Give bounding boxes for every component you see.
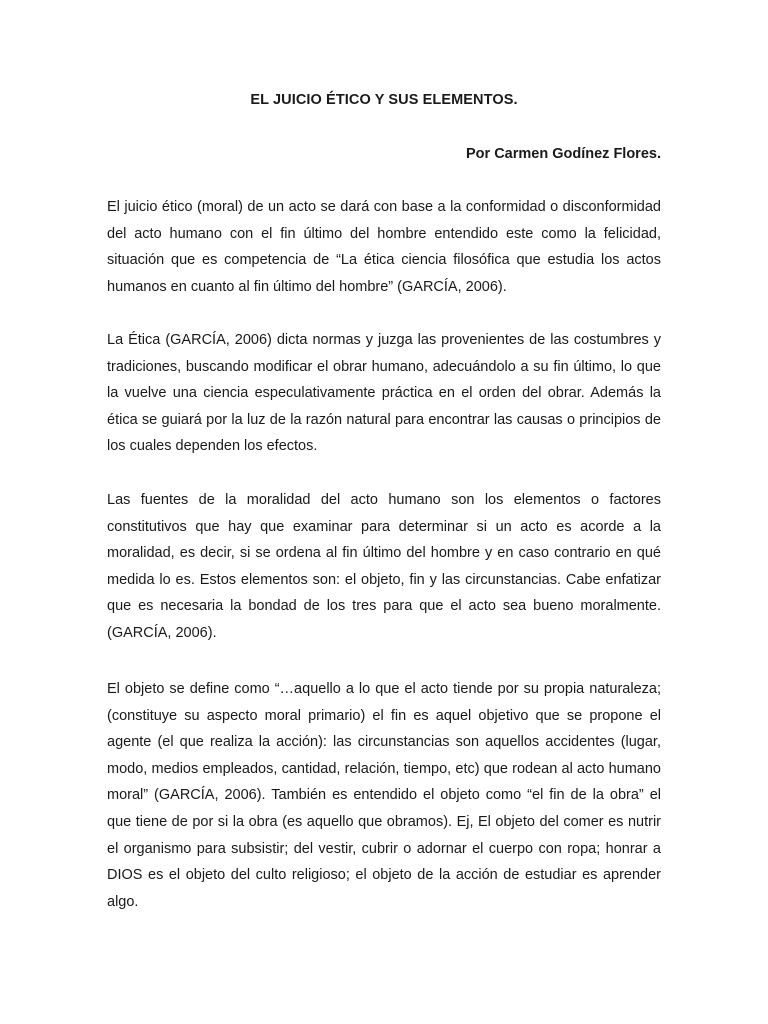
document-author: Por Carmen Godínez Flores. (466, 146, 661, 162)
paragraph-1: El juicio ético (moral) de un acto se dará con base a la conformidad o disconformidad del acto humano con el fin último del hombre entendido este como la felicidad, situación que es competencia de “La ética ciencia filosófica que estudia los actos humanos en cuanto al fin último del hombre” (GARCÍA, 2006). (107, 199, 661, 295)
paragraph-2: La Ética (GARCÍA, 2006) dicta normas y juzga las provenientes de las costumbres y tradiciones, buscando modificar el obrar humano, adecuándolo a su fin último, lo que la vuelve una ciencia especulativamente práctica en el orden del obrar. Además la ética se guiará por la luz de la razón natural para encontrar las causas o principios de los cuales dependen los efectos. (107, 332, 661, 455)
document-title: EL JUICIO ÉTICO Y SUS ELEMENTOS. (250, 92, 518, 108)
paragraph-4: El objeto se define como “…aquello a lo que el acto tiende por su propia naturaleza; (constituye su aspecto moral primario) el fin es aquel objetivo que se propone el agente (el que realiza la acción): las circunstancias son aquellos accidentes (lugar, modo, medios empleados, cantidad, relación, tiempo, etc) que rodean al acto humano moral” (GARCÍA, 2006). También es entendido el objeto como “el fin de la obra” el que tiene de por si la obra (es aquello que obramos). Ej, El objeto del comer es nutrir el organismo para subsistir; del vestir, cubrir o adornar el cuerpo con ropa; honrar a DIOS es el objeto del culto religioso; el objeto de la acción de estudiar es aprender algo. (107, 681, 661, 910)
paragraph-3: Las fuentes de la moralidad del acto humano son los elementos o factores constitutivos que hay que examinar para determinar si un acto es acorde a la moralidad, es decir, si se ordena al fin último del hombre y en caso contrario en qué medida lo es. Estos elementos son: el objeto, fin y las circunstancias. Cabe enfatizar que es necesaria la bondad de los tres para que el acto sea bueno moralmente. (GARCÍA, 2006). (107, 492, 661, 641)
